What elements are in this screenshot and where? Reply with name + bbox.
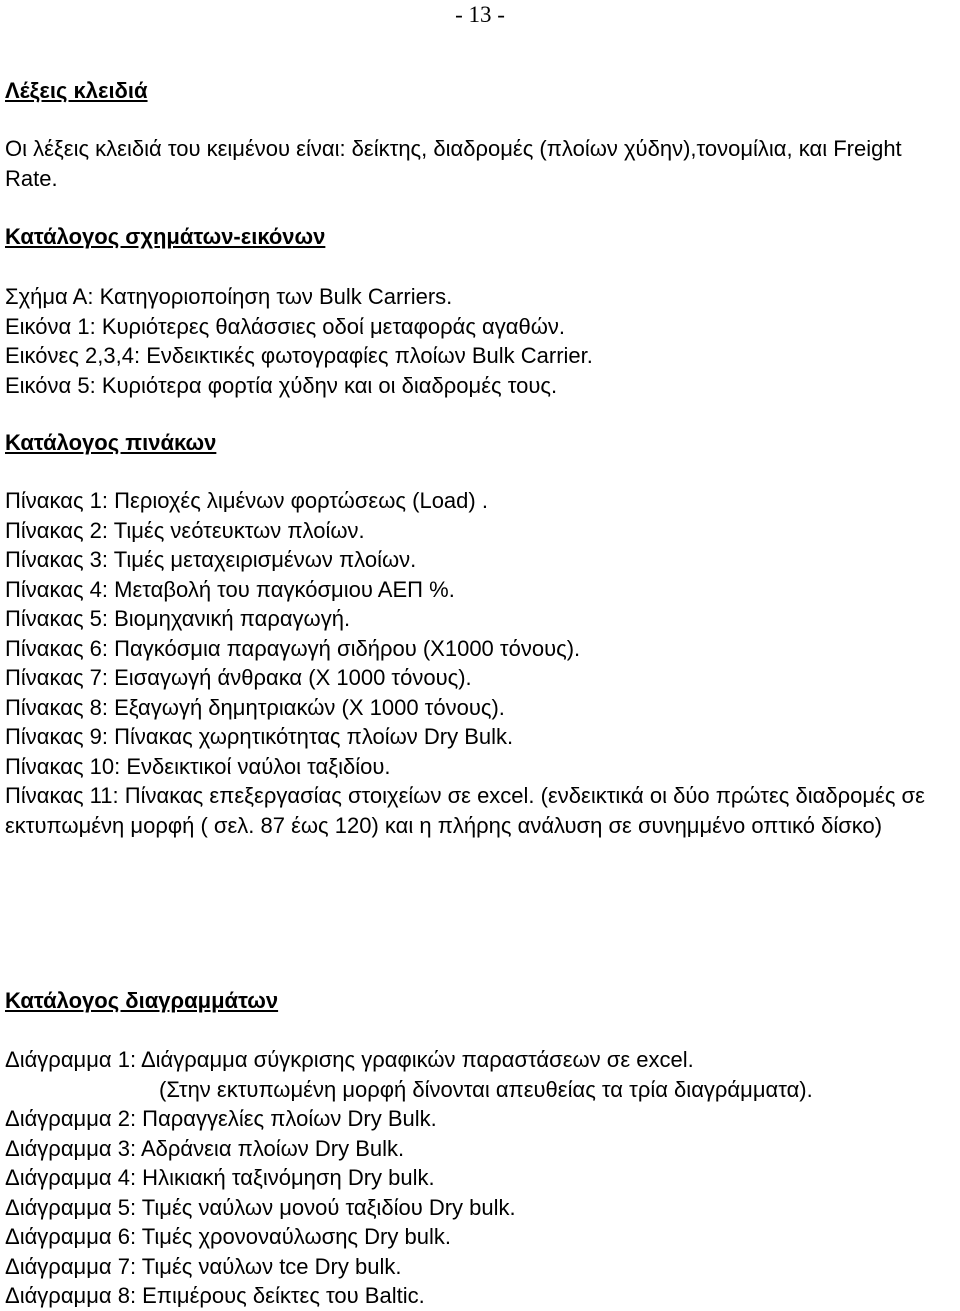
page-number: - 13 - [455,2,505,27]
diagram-item: Διάγραμμα 4: Ηλικιακή ταξινόμηση Dry bulk. [5,1165,435,1190]
diagram-item: Διάγραμμα 1: Διάγραμμα σύγκρισης γραφικών παραστάσεων σε excel. [5,1047,694,1072]
table-item: Πίνακας 3: Τιμές μεταχειρισμένων πλοίων. [5,547,417,572]
table-item: Πίνακας 1: Περιοχές λιμένων φορτώσεως (Load) . [5,488,488,513]
diagram-item: Διάγραμμα 7: Τιμές ναύλων tce Dry bulk. [5,1253,402,1279]
figure-item: Εικόνα 1: Κυριότερες θαλάσσιες οδοί μεταφοράς αγαθών. [5,313,566,339]
table-item: Πίνακας 9: Πίνακας χωρητικότητας πλοίων Dry Bulk. [5,724,514,749]
diagram-item: Διάγραμμα 5: Τιμές ναύλων μονού ταξιδίου Dry bulk. [5,1194,516,1220]
tables-list [5,486,957,840]
table-item: Πίνακας 2: Τιμές νεότευκτων πλοίων. [5,517,365,543]
diagram-item-note: (Στην εκτυπωμένη μορφή δίνονται απευθείας τα τρία διαγράμματα). [159,1076,813,1102]
diagrams-list [5,1045,957,1311]
tables-heading: Κατάλογος πινάκων [5,430,217,455]
diagram-item: Διάγραμμα 2: Παραγγελίες πλοίων Dry Bulk. [5,1106,437,1131]
figures-heading: Κατάλογος σχημάτων-εικόνων [5,224,326,249]
diagram-item: Διάγραμμα 3: Αδράνεια πλοίων Dry Bulk. [5,1135,405,1161]
table-item: Πίνακας 8: Εξαγωγή δημητριακών (Χ 1000 τόνους). [5,694,505,720]
figure-item: Σχήμα Α: Κατηγοριοποίηση των Bulk Carriers. [5,284,453,309]
keywords-text: Οι λέξεις κλειδιά του κειμένου είναι: δείκτης, διαδρομές (πλοίων χύδην),τονομίλια, και Freight Rate. [5,136,902,191]
diagram-item: Διάγραμμα 6: Τιμές χρονοναύλωσης Dry bulk. [5,1224,451,1249]
table-item: Πίνακας 7: Εισαγωγή άνθρακα (Χ 1000 τόνους). [5,665,472,690]
table-item: Πίνακας 6: Παγκόσμια παραγωγή σιδήρου (Χ1000 τόνους). [5,635,581,661]
table-item: Πίνακας 11: Πίνακας επεξεργασίας στοιχείων σε excel. (ενδεικτικά οι δύο πρώτες διαδρομές σε εκτυπωμένη μορφή ( σελ. 87 έως 120) και η πλήρης ανάλυση σε συνημμένο οπτικό δίσκο) [5,783,925,838]
table-item: Πίνακας 10: Ενδεικτικοί ναύλοι ταξιδίου. [5,753,391,779]
figures-list [5,282,957,400]
table-item: Πίνακας 4: Μεταβολή του παγκόσμιου ΑΕΠ %. [5,576,455,602]
diagrams-heading: Κατάλογος διαγραμμάτων [5,988,279,1013]
diagram-item: Διάγραμμα 8: Επιμέρους δείκτες του Baltic. [5,1283,425,1308]
figure-item: Εικόνα 5: Κυριότερα φορτία χύδην και οι διαδρομές τους. [5,372,558,398]
table-item: Πίνακας 5: Βιομηχανική παραγωγή. [5,606,351,631]
keywords-heading: Λέξεις κλειδιά [5,78,148,103]
figure-item: Εικόνες 2,3,4: Ενδεικτικές φωτογραφίες πλοίων Bulk Carrier. [5,343,593,368]
